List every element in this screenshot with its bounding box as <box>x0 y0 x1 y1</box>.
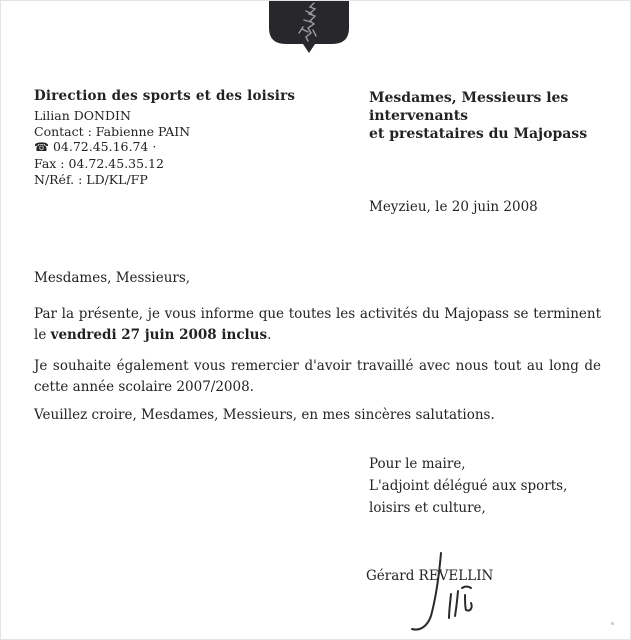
body-paragraph-1 <box>34 304 601 346</box>
sender-name: Lilian DONDIN <box>34 107 131 123</box>
letterhead <box>34 89 295 188</box>
closing-line: Veuillez croire, Mesdames, Messieurs, en mes sincères salutations. <box>34 407 495 423</box>
phone-line <box>34 139 295 156</box>
signoff-line-1: Pour le maire, <box>369 456 466 472</box>
phone-number: 04.72.45.16.74 · <box>52 139 157 155</box>
recipient-line-2: et prestataires du Majopass <box>369 126 588 142</box>
recipient-line-1: Mesdames, Messieurs les intervenants <box>369 90 569 124</box>
recipient-block <box>369 89 630 143</box>
city-crest-logo <box>268 1 350 55</box>
signoff-block <box>369 453 567 519</box>
paragraph-1-period: . <box>267 327 272 343</box>
fax-line: Fax : 04.72.45.35.12 <box>34 156 164 172</box>
handwritten-signature <box>399 544 499 640</box>
signatory-name: Gérard REVELLIN <box>366 568 494 584</box>
salutation: Mesdames, Messieurs, <box>34 270 191 286</box>
department-name: Direction des sports et des loisirs <box>34 88 296 104</box>
dateline: Meyzieu, le 20 juin 2008 <box>369 199 538 215</box>
body-paragraph-2: Je souhaite également vous remercier d'avoir travaillé avec nous tout au long de cette année scolaire 2007/2008. <box>34 358 601 395</box>
contact-line: Contact : Fabienne PAIN <box>34 123 191 139</box>
signoff-line-3: loisirs et culture, <box>369 500 486 516</box>
paragraph-1-bold-date: vendredi 27 juin 2008 inclus <box>50 327 268 343</box>
signoff-line-2: L'adjoint délégué aux sports, <box>369 478 568 494</box>
paragraph-1-text: Par la présente, je vous informe que toutes les activités du Majopass se terminent le <box>34 306 601 343</box>
phone-icon: ☎ <box>34 140 49 155</box>
reference-line: N/Réf. : LD/KL/FP <box>34 171 148 187</box>
scan-artifact-dot <box>611 622 614 625</box>
